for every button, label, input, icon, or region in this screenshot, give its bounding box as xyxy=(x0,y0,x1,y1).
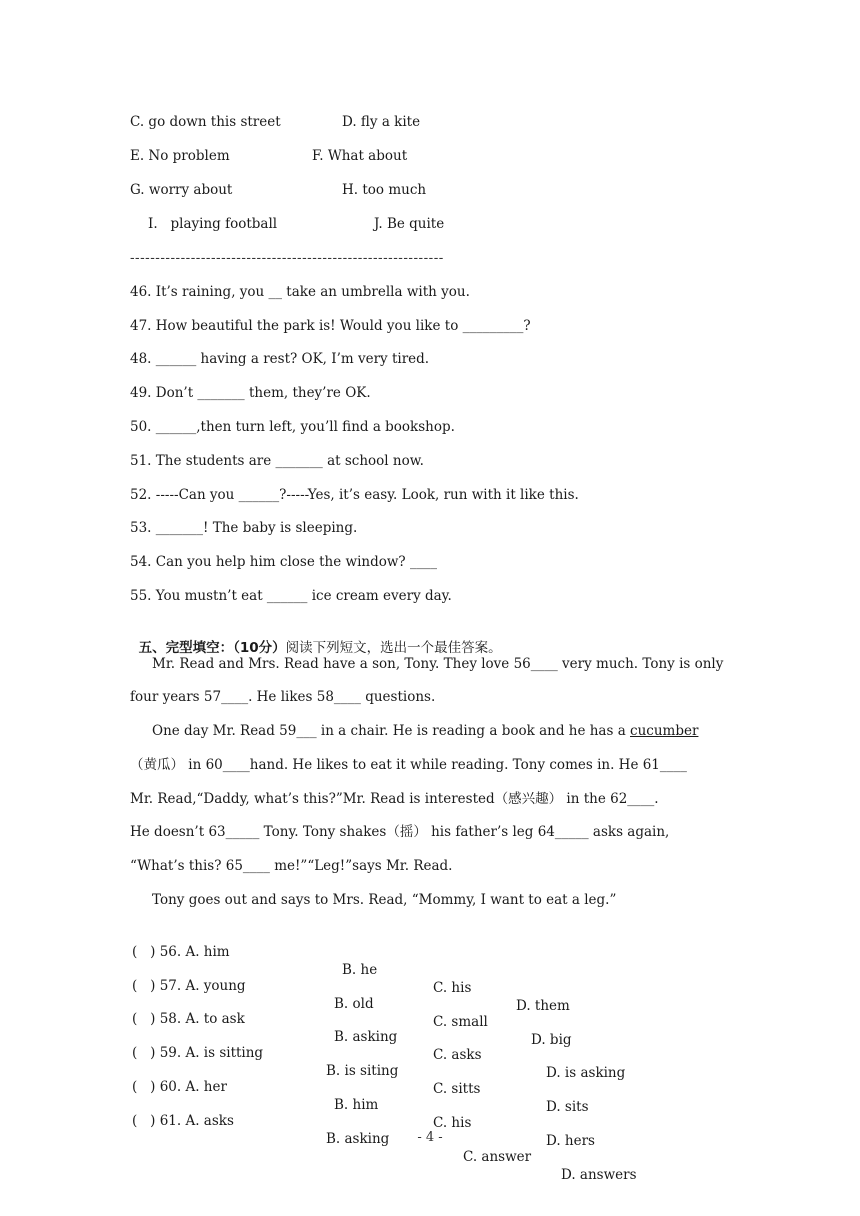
choice-c: C. answer xyxy=(463,1149,532,1165)
choice-d: D. is asking xyxy=(546,1065,626,1081)
choice-c: C. asks xyxy=(433,1047,482,1063)
passage-text: One day Mr. Read 59___ in a chair. He is reading a book and he has a xyxy=(152,723,631,739)
option-j: J. Be quite xyxy=(374,216,445,232)
choice-d: D. them xyxy=(516,998,570,1014)
option-e: E. No problem xyxy=(130,148,230,164)
choice-b: B. asking xyxy=(326,1131,390,1147)
choice-c: C. sitts xyxy=(433,1081,481,1097)
question-54: 54. Can you help him close the window? ____ xyxy=(130,554,437,570)
passage-line: Mr. Read and Mrs. Read have a son, Tony. They love 56____ very much. Tony is only xyxy=(152,656,724,672)
option-i: I. playing football xyxy=(148,216,278,232)
choice-b: B. he xyxy=(342,962,378,978)
divider-line: -------------------------------------------------------------- xyxy=(130,250,444,266)
option-c: C. go down this street xyxy=(130,114,281,130)
question-55: 55. You mustn’t eat ______ ice cream every day. xyxy=(130,588,452,604)
passage-line: “What’s this? 65____ me!”“Leg!”says Mr. Read. xyxy=(130,858,453,874)
choice-a: ( ) 61. A. asks xyxy=(132,1113,234,1129)
option-d: D. fly a kite xyxy=(342,114,421,130)
choice-a: ( ) 57. A. young xyxy=(132,978,246,994)
underlined-word: cucumber xyxy=(630,723,699,739)
page-number: - 4 - xyxy=(417,1130,443,1145)
question-49: 49. Don’t _______ them, they’re OK. xyxy=(130,385,371,401)
passage-line: four years 57____. He likes 58____ questions. xyxy=(130,689,436,705)
question-46: 46. It’s raining, you __ take an umbrella with you. xyxy=(130,284,470,300)
question-50: 50. ______,then turn left, you’ll find a bookshop. xyxy=(130,419,455,435)
choice-a: ( ) 60. A. her xyxy=(132,1079,227,1095)
passage-line xyxy=(130,722,738,740)
passage-line: He doesn’t 63_____ Tony. Tony shakes（摇） his father’s leg 64_____ asks again, xyxy=(130,824,670,840)
question-48: 48. ______ having a rest? OK, I’m very tired. xyxy=(130,351,430,367)
section-instruction: 阅读下列短文，选出一个最佳答案。 xyxy=(285,640,502,656)
question-51: 51. The students are _______ at school now. xyxy=(130,453,424,469)
choice-a: ( ) 56. A. him xyxy=(132,944,230,960)
passage-line: Mr. Read,“Daddy, what’s this?”Mr. Read is interested（感兴趣） in the 62____. xyxy=(130,791,659,807)
section-heading xyxy=(130,621,502,657)
question-52: 52. -----Can you ______?-----Yes, it’s easy. Look, run with it like this. xyxy=(130,487,579,503)
choice-c: C. his xyxy=(433,980,472,996)
choice-d: D. sits xyxy=(546,1099,589,1115)
choice-a: ( ) 58. A. to ask xyxy=(132,1011,245,1027)
choice-c: C. his xyxy=(433,1115,472,1131)
question-47: 47. How beautiful the park is! Would you like to _________? xyxy=(130,318,531,334)
section-title: 五、完型填空：（10分） xyxy=(138,640,286,656)
option-f: F. What about xyxy=(312,148,408,164)
choice-d: D. hers xyxy=(546,1133,595,1149)
choice-a: ( ) 59. A. is sitting xyxy=(132,1045,264,1061)
choice-c: C. small xyxy=(433,1014,488,1030)
choice-b: B. old xyxy=(334,996,374,1012)
passage-line: （黄瓜） in 60____hand. He likes to eat it while reading. Tony comes in. He 61____ xyxy=(130,757,687,773)
question-53: 53. _______! The baby is sleeping. xyxy=(130,520,358,536)
choice-d: D. big xyxy=(531,1032,572,1048)
choice-b: B. asking xyxy=(334,1029,398,1045)
passage-line: Tony goes out and says to Mrs. Read, “Mommy, I want to eat a leg.” xyxy=(152,892,617,908)
choice-b: B. is siting xyxy=(326,1063,399,1079)
choice-b: B. him xyxy=(334,1097,379,1113)
choice-d: D. answers xyxy=(561,1167,637,1183)
option-g: G. worry about xyxy=(130,182,233,198)
option-h: H. too much xyxy=(342,182,427,198)
